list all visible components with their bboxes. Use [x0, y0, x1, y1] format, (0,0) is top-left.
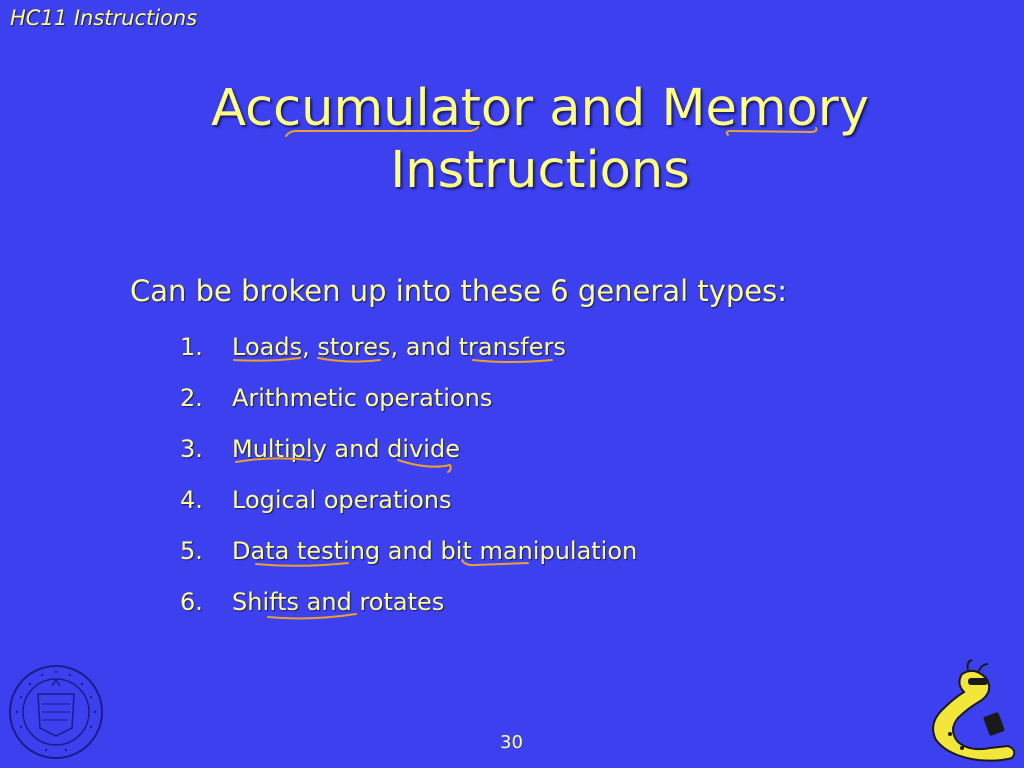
list-item [180, 483, 637, 534]
list-item [180, 381, 637, 432]
list-item-number: 6. [180, 588, 203, 616]
title-line-2: Instructions [390, 141, 690, 200]
list-item [180, 330, 637, 381]
list-item [180, 432, 637, 483]
title-line-1: Accumulator and Memory [211, 79, 869, 138]
header-tag: HC11 Instructions [10, 6, 198, 30]
list-item-number: 4. [180, 486, 203, 514]
instruction-type-list [180, 330, 637, 636]
list-item-number: 2. [180, 384, 203, 412]
list-item-text: Multiply and divide [232, 435, 460, 463]
list-item-text: Arithmetic operations [232, 384, 493, 412]
university-seal-icon [8, 664, 104, 760]
page-number: 30 [500, 732, 523, 753]
list-item-text: Logical operations [232, 486, 452, 514]
list-item-text: Loads, stores, and transfers [232, 333, 566, 361]
list-item [180, 585, 637, 636]
list-item-number: 3. [180, 435, 203, 463]
list-item-text: Data testing and bit manipulation [232, 537, 638, 565]
slide-title [0, 78, 1024, 202]
banana-slug-mascot-icon [928, 656, 1020, 764]
intro-text: Can be broken up into these 6 general types: [130, 274, 788, 308]
list-item-number: 1. [180, 333, 203, 361]
list-item-text: Shifts and rotates [232, 588, 445, 616]
list-item [180, 534, 637, 585]
list-item-number: 5. [180, 537, 203, 565]
